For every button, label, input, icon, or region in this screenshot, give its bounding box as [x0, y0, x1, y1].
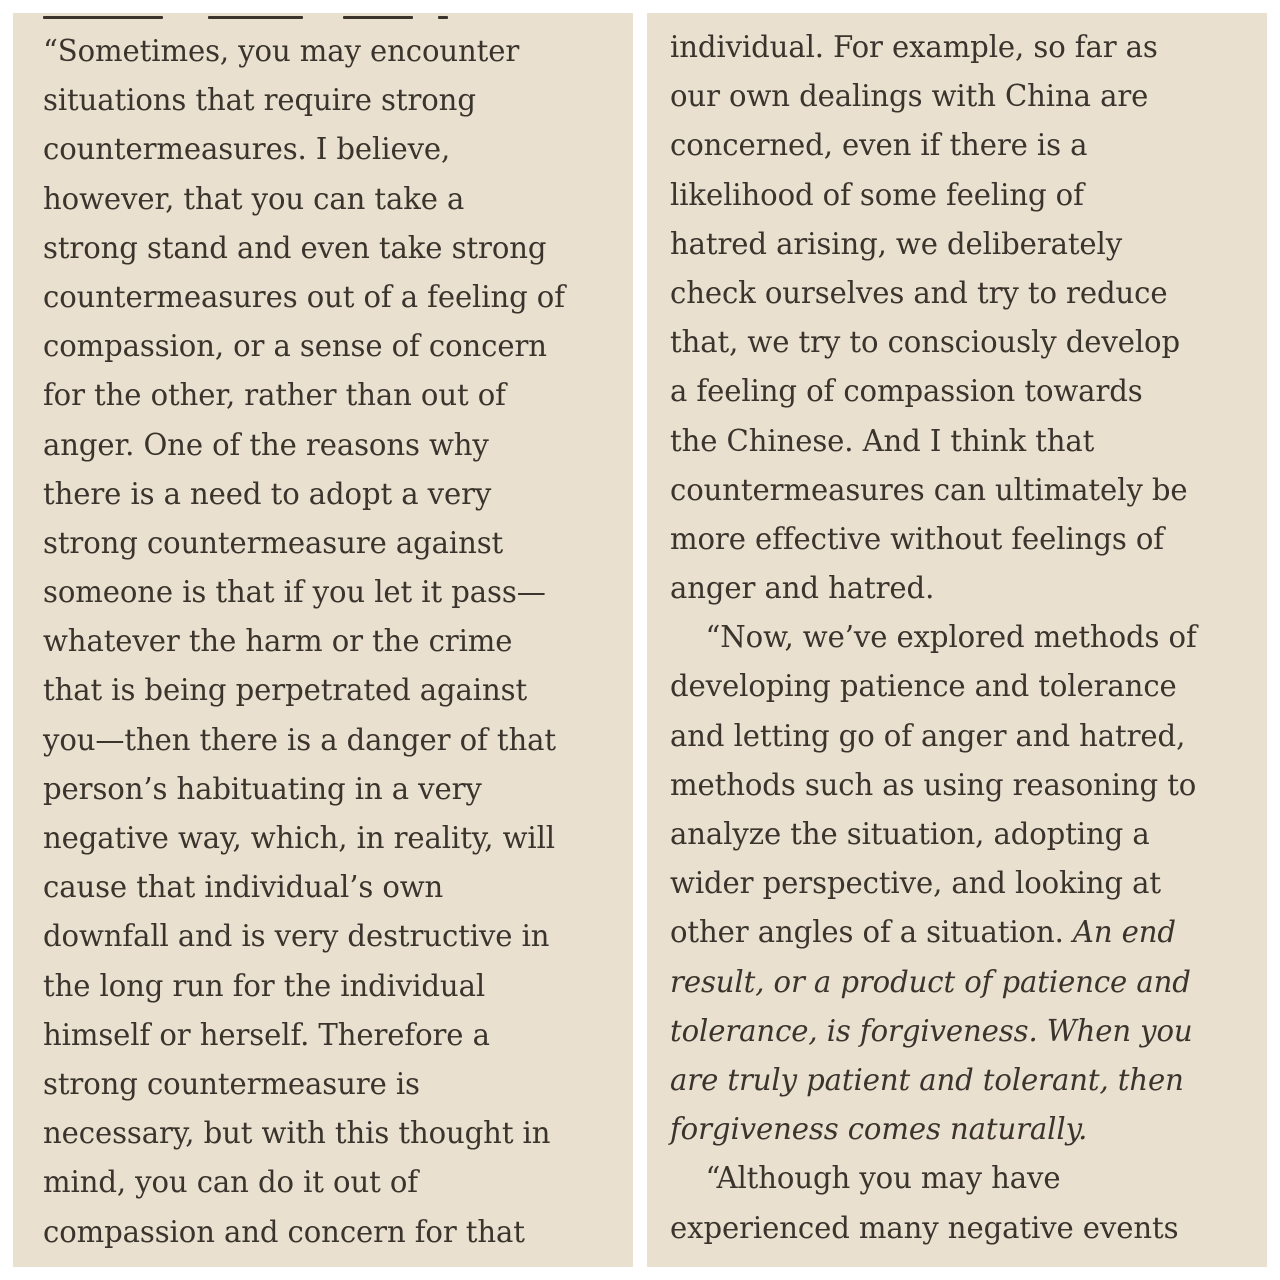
text-line: compassion and concern for that: [43, 1214, 525, 1249]
text-line-content: tolerance, is forgiveness. When you: [670, 1013, 1193, 1048]
text-line: [670, 367, 1259, 416]
text-line: the long run for the individual: [43, 968, 486, 1003]
text-line: compassion, or a sense of concern: [43, 329, 547, 364]
text-line-content: and letting go of anger and hatred,: [670, 718, 1186, 753]
text-line: strong countermeasure against: [43, 525, 504, 560]
text-line: cause that individual’s own: [43, 870, 444, 905]
text-line: [670, 220, 1259, 269]
text-line: [670, 1204, 1259, 1253]
italic-emphasis: An end: [1072, 915, 1176, 950]
text-line: anger. One of the reasons why: [43, 427, 489, 462]
text-line: [670, 72, 1259, 121]
right-page-text: [670, 23, 1267, 1253]
text-line: [670, 269, 1259, 318]
text-line: mind, you can do it out of: [43, 1165, 418, 1200]
text-line-content: the Chinese. And I think that: [670, 423, 1095, 458]
text-line: person’s habituating in a very: [43, 771, 482, 806]
text-line: [670, 466, 1259, 515]
text-line-content: analyze the situation, adopting a: [670, 817, 1150, 851]
text-line-content: our own dealings with China are: [670, 79, 1149, 114]
text-line: whatever the harm or the crime: [43, 624, 513, 659]
text-line-content: other angles of a situation.: [670, 915, 1073, 950]
text-line-content: likelihood of some feeling of: [670, 177, 1084, 212]
left-book-page[interactable]: [13, 13, 633, 1267]
text-line: [670, 318, 1259, 367]
text-line: [670, 712, 1259, 761]
text-line: [670, 171, 1259, 220]
text-line: there is a need to adopt a very: [43, 476, 492, 511]
text-line: [670, 810, 1259, 859]
text-line-content: a feeling of compassion towards: [670, 374, 1143, 409]
text-line: strong countermeasure is: [43, 1066, 420, 1101]
text-line: [670, 761, 1259, 810]
text-line-content: result, or a product of patience and: [670, 964, 1191, 999]
text-line-content: more effective without feelings of: [670, 521, 1164, 556]
text-line: “Sometimes, you may encounter: [43, 34, 520, 68]
text-line: [670, 662, 1259, 711]
text-line: himself or herself. Therefore a: [43, 1017, 490, 1052]
text-line-content: anger and hatred.: [670, 571, 935, 606]
text-line-content: check ourselves and try to reduce: [670, 275, 1168, 310]
left-page-text: [43, 27, 633, 1257]
text-line-content: forgiveness comes naturally.: [670, 1112, 1088, 1147]
text-line: that is being perpetrated against: [43, 673, 528, 708]
text-line: situations that require strong: [43, 83, 476, 118]
right-book-page[interactable]: [647, 13, 1267, 1267]
text-line: necessary, but with this thought in: [43, 1116, 551, 1151]
text-line-content: developing patience and tolerance: [670, 669, 1177, 704]
text-line: [670, 515, 1259, 564]
text-line: you—then there is a danger of that: [43, 722, 556, 757]
text-line: [670, 417, 1259, 466]
text-line: someone is that if you let it pass—: [43, 575, 546, 610]
text-line-content: wider perspective, and looking at: [670, 866, 1161, 901]
text-line: strong stand and even take strong: [43, 230, 547, 265]
text-line: [670, 23, 1259, 72]
text-line: for the other, rather than out of: [43, 378, 506, 413]
text-line: [670, 1154, 1259, 1203]
text-line: [670, 121, 1259, 170]
text-line: [670, 613, 1259, 662]
text-line: [670, 958, 1259, 1007]
text-line-content: methods such as using reasoning to: [670, 767, 1197, 802]
text-line-content: individual. For example, so far as: [670, 30, 1158, 64]
text-line: [670, 908, 1259, 957]
text-line-content: concerned, even if there is a: [670, 128, 1088, 163]
text-line: [670, 564, 1259, 613]
text-line: countermeasures out of a feeling of: [43, 279, 565, 314]
text-line-content: “Now, we’ve explored methods of: [705, 620, 1197, 655]
text-line-content: are truly patient and tolerant, then: [670, 1062, 1184, 1097]
text-line: negative way, which, in reality, will: [43, 821, 556, 855]
text-line: [670, 1056, 1259, 1105]
text-line: downfall and is very destructive in: [43, 919, 550, 954]
text-line: however, that you can take a: [43, 181, 465, 216]
text-line-content: that, we try to consciously develop: [670, 325, 1181, 360]
text-line-content: hatred arising, we deliberately: [670, 226, 1123, 261]
text-line: [670, 1007, 1259, 1056]
text-line: countermeasures. I believe,: [43, 132, 451, 167]
text-line: [670, 859, 1259, 908]
text-line: [670, 1105, 1259, 1154]
cropped-previous-line: [43, 13, 503, 19]
text-line-content: countermeasures can ultimately be: [670, 472, 1188, 507]
text-line-content: experienced many negative events: [670, 1210, 1179, 1245]
text-line-content: “Although you may have: [705, 1161, 1061, 1196]
